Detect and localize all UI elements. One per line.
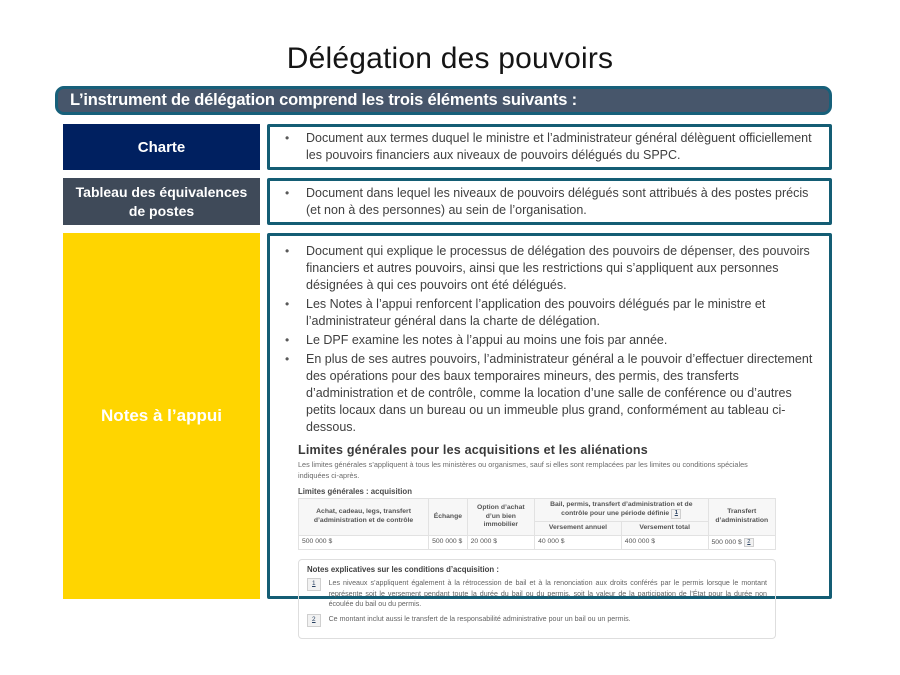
explanatory-notes-box [298,559,776,638]
footnote-2-text: Ce montant inclut aussi le transfert de la responsabilité administrative pour un bail ou un permis. [328,615,631,624]
banner-text: L’instrument de délégation comprend les trois éléments suivants : [70,91,577,109]
limits-doc-title: Limites générales pour les acquisitions et les aliénations [298,443,648,457]
rows-container [63,124,832,624]
footnote-1-text: Les niveaux s’appliquent également à la rétrocession de bail et à la renonciation aux droits conférés par le permis lorsque le montant représente soit le versement pendant toute la durée du bail ou du permis, soit la valeur de la participation de l’État pour la durée non écoulée du bail ou du permis. [328,579,767,608]
content-notes-appui [267,233,832,624]
limits-acquisition-table [298,498,776,551]
value-transfert-text: 500 000 $ [711,538,742,546]
bullet-item: • Document dans lequel les niveaux de pouvoirs délégués sont attribués à des postes précis (et non à des personnes) au sein de l’organisation. [276,185,817,219]
row-charte [63,124,832,170]
note-item-1 [307,578,767,609]
col-header-echange: Échange [429,498,468,535]
banner [55,86,832,115]
label-notes-appui: Notes à l’appui [63,233,260,599]
note-item-2 [307,614,767,626]
page-title: Délégation des pouvoirs [286,42,614,75]
embedded-limits-document [298,443,776,639]
bullet-item: • En plus de ses autres pouvoirs, l’administrateur général a le pouvoir d’effectuer directement des opérations pour des baux temporaires mineurs, des permis, des transferts d’administration et de contrôle, comme la location d’une salle de conférence ou d’autres petits locaux dans un bureau ou un immeuble plus grand, conformément au tableau ci-dessous. [276,351,817,436]
value-achat: 500 000 $ [299,535,429,550]
footnote-ref-1-link[interactable]: 1 [671,509,681,519]
content-charte [267,124,832,170]
value-option: 20 000 $ [467,535,534,550]
col-header-bail-group [535,498,708,521]
value-transfert [708,535,775,550]
table-header-row [299,498,776,521]
footnote-1-anchor[interactable]: 1 [307,578,321,590]
bullet-item: • Document qui explique le processus de délégation des pouvoirs de dépenser, des pouvoirs financiers et autres pouvoirs, ainsi que les restrictions qui s’appliquent aux personnes désignées à qui ces pouvoirs ont été délégués. [276,243,817,294]
col-header-bail-group-text: Bail, permis, transfert d’administration et de contrôle pour une période définie [550,500,693,518]
limits-table-caption: Limites générales : acquisition [298,486,412,496]
col-header-versement-annuel: Versement annuel [535,522,622,535]
notes-box-title: Notes explicatives sur les conditions d’acquisition : [307,565,499,575]
col-header-option: Option d’achat d’un bien immobilier [467,498,534,535]
bullet-list [276,128,817,166]
col-header-achat: Achat, cadeau, legs, transfert d’administration et de contrôle [299,498,429,535]
table-values-row [299,535,776,550]
limits-doc-intro: Les limites générales s’appliquent à tous les ministères ou organismes, sauf si elles sont remplacées par les limites ou conditions spéciales indiquées ci-après. [298,460,748,480]
col-header-transfert: Transfert d’administration [708,498,775,535]
bullet-item: • Document aux termes duquel le ministre et l’administrateur général délèguent officiellement les pouvoirs financiers aux niveaux de pouvoirs délégués du SPPC. [276,130,817,164]
value-echange: 500 000 $ [429,535,468,550]
bullet-item: • Les Notes à l’appui renforcent l’application des pouvoirs délégués par le ministre et l’administrateur général dans la charte de délégation. [276,296,817,330]
col-header-versement-total: Versement total [621,522,708,535]
footnote-2-anchor[interactable]: 2 [307,614,321,626]
value-versement-total: 400 000 $ [621,535,708,550]
label-tableau-equivalences: Tableau des équivalences de postes [63,178,260,225]
footnote-ref-2-link[interactable]: 2 [744,538,754,548]
content-tableau-equivalences [267,178,832,225]
label-charte: Charte [63,124,260,170]
bullet-item: • Le DPF examine les notes à l’appui au moins une fois par année. [276,332,817,349]
row-notes-appui [63,233,832,624]
value-versement-annuel: 40 000 $ [535,535,622,550]
row-tableau-equivalences [63,178,832,225]
bullet-list [276,243,817,436]
bullet-list [276,183,817,221]
